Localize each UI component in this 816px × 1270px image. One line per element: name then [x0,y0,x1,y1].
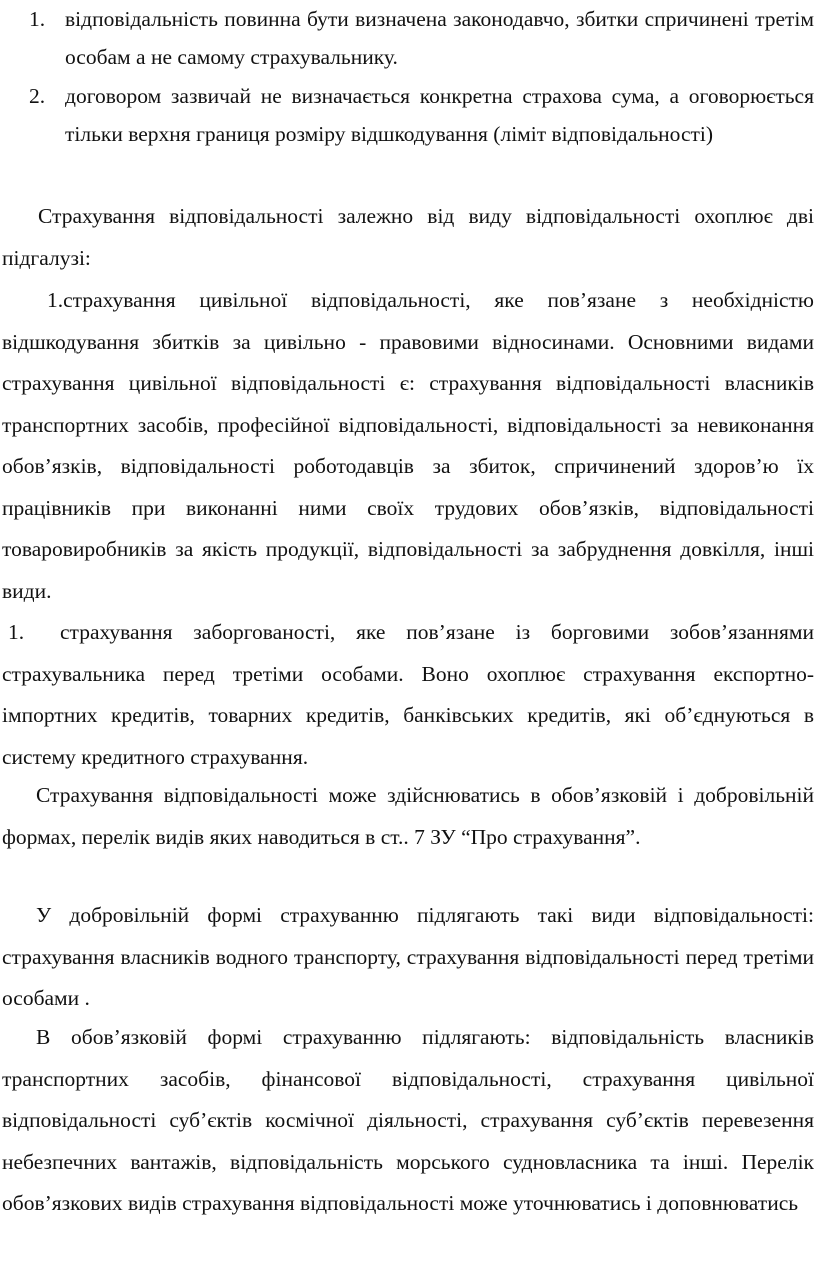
list-number: 2. [29,84,46,108]
list-item-text: відповідальність повинна бути визначена законодавчо, збитки спричинені третім особам а не самому страхувальнику. [65,7,814,69]
paragraph-intro: Страхування відповідальності залежно від виду відповідальності охоплює дві підгалузі: [2,204,814,270]
list-item-2 [29,77,814,153]
paragraph-voluntary: У добровільній формі страхуванню підлягають такі види відповідальності: страхування власників водного транспорту, страхування відповідальності перед третіми особами . [2,903,814,1010]
list-item-text: договором зазвичай не визначається конкретна страхова сума, а оговорюється тільки верхня границя розміру відшкодування (ліміт відповідальності) [65,84,814,146]
paragraph-forms: Страхування відповідальності може здійснюватись в обов’язковій і добровільній формах, перелік видів яких наводиться в ст.. 7 ЗУ “Про страхування”. [2,783,814,849]
paragraph-mandatory: В обов’язковій формі страхуванню підлягають: відповідальність власників транспортних засобів, фінансової відповідальності, страхування цивільної відповідальності суб’єктів космічної діяльності, страхування суб’єктів перевезення небезпечних вантажів, відповідальність морського судновласника та інші. Перелік обов’язкових видів страхування відповідальності може уточнюватись і доповнюватись [2,1025,814,1215]
paragraph-number: 1. [8,620,25,644]
list-item-1 [29,0,814,76]
paragraph-civil-liability: 1.страхування цивільної відповідальності, яке пов’язане з необхідністю відшкодування збитків за цивільно - правовими відносинами. Основними видами страхування цивільної відповідальності є: страхування відповідальності власників транспортних засобів, професійної відповідальності, відповідальності за невиконання обов’язків, відповідальності роботодавців за збиток, спричинений здоров’ю їх працівників при виконанні ними своїх трудових обов’язків, відповідальності товаровиробників за якість продукції, відповідальності за забруднення довкілля, інші види. [2,288,814,603]
list-number: 1. [29,7,46,31]
paragraph-text: страхування заборгованості, яке пов’язане із борговими зобов’язаннями страхувальника перед третіми особами. Воно охоплює страхування експортно-імпортних кредитів, товарних кредитів, банківських кредитів, які об’єднуються в систему кредитного страхування. [2,620,814,769]
paragraph-debt-insurance [2,612,814,778]
